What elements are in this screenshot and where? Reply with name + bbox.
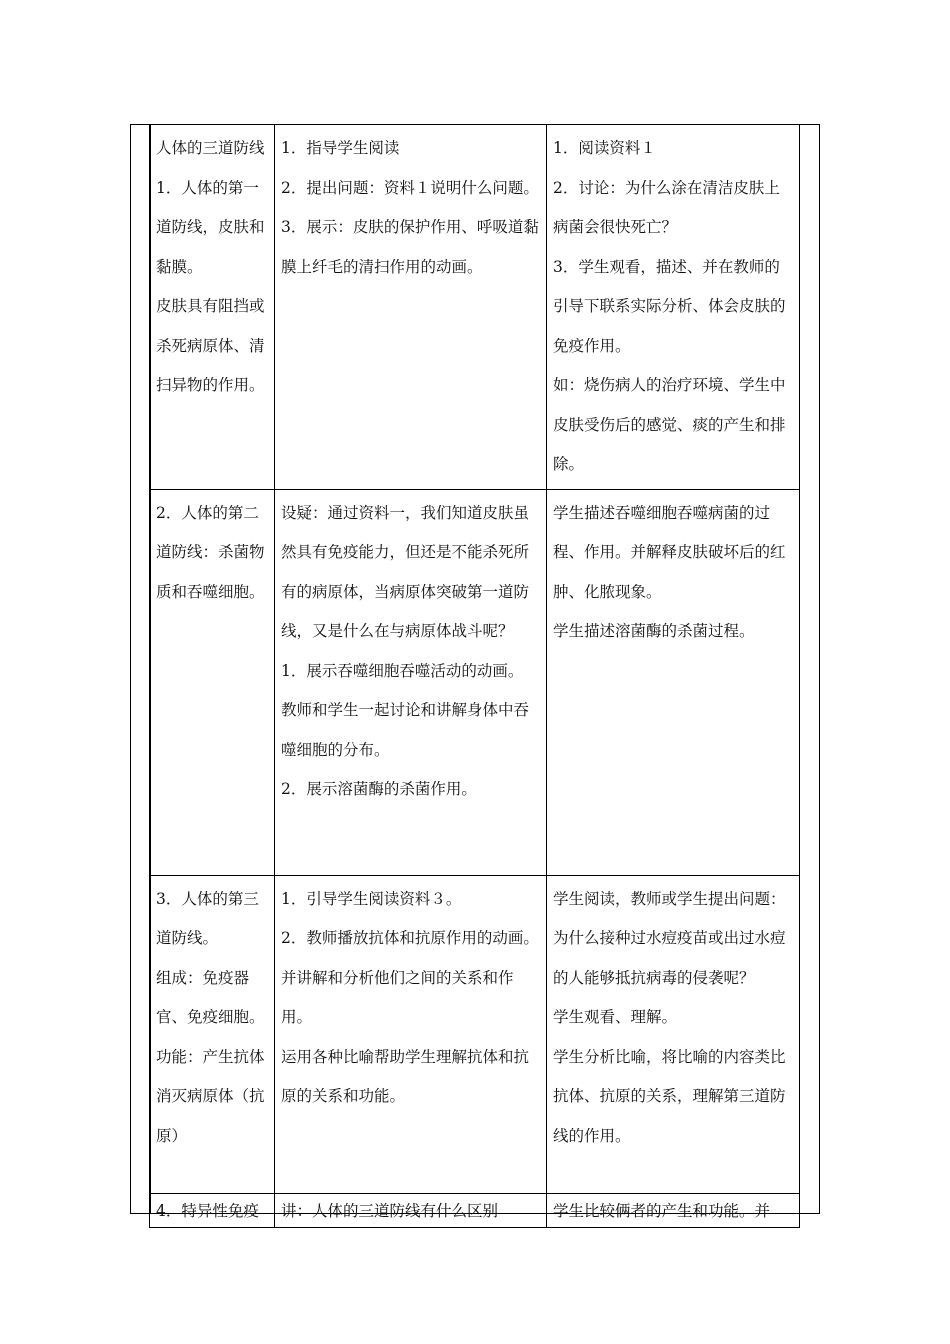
table-row xyxy=(150,489,800,875)
content-text: 功能：产生抗体消灭病原体（抗原） xyxy=(156,1047,265,1145)
activity-text: 3．展示：皮肤的保护作用、呼吸道黏膜上纤毛的清扫作用的动画。 xyxy=(281,218,539,276)
activity-text: 1．展示吞噬细胞吞噬活动的动画。 xyxy=(281,661,524,680)
table-row xyxy=(150,875,800,1193)
table-row xyxy=(150,125,800,490)
student-activity-cell xyxy=(547,1193,800,1227)
activity-text: 教师和学生一起讨论和讲解身体中吞噬细胞的分布。 xyxy=(281,701,530,759)
student-activity-cell xyxy=(547,125,800,490)
content-cell xyxy=(150,875,275,1193)
content-title: 人体的三道防线 xyxy=(156,139,265,157)
activity-text: 学生分析比喻，将比喻的内容类比抗体、抗原的关系，理解第三道防线的作用。 xyxy=(553,1047,786,1145)
content-cell xyxy=(150,1193,275,1227)
activity-text: 3．学生观看，描述、并在教师的引导下联系实际分析、体会皮肤的免疫作用。 xyxy=(553,257,786,355)
activity-text: 学生描述溶菌酶的杀菌过程。 xyxy=(553,622,755,640)
content-text: 2．人体的第二道防线：杀菌物质和吞噬细胞。 xyxy=(156,503,265,601)
activity-text: 2．展示溶菌酶的杀菌作用。 xyxy=(281,780,477,798)
activity-text: 讲：人体的三道防线有什么区别 xyxy=(281,1201,499,1220)
student-activity-cell xyxy=(547,489,800,875)
activity-text: 2．提出问题：资料１说明什么问题。 xyxy=(281,178,539,197)
content-cell xyxy=(150,125,275,490)
lesson-table xyxy=(149,124,800,1228)
activity-text: 学生比较俩者的产生和功能。并 xyxy=(553,1201,771,1220)
teacher-activity-cell xyxy=(275,875,547,1193)
activity-text: 1．指导学生阅读 xyxy=(281,139,400,157)
activity-text: 运用各种比喻帮助学生理解抗体和抗原的关系和功能。 xyxy=(281,1047,530,1105)
content-cell xyxy=(150,489,275,875)
activity-text: 学生阅读，教师或学生提出问题：为什么接种过水痘疫苗或出过水痘的人能够抵抗病毒的侵袭呢？ xyxy=(553,889,786,987)
content-text: 4．特异性免疫 xyxy=(156,1201,259,1220)
teacher-activity-cell xyxy=(275,489,547,875)
activity-text: 2．讨论：为什么涂在清洁皮肤上病菌会很快死亡？ xyxy=(553,178,780,236)
content-text: 组成：免疫器官、免疫细胞。 xyxy=(156,968,265,1026)
activity-text: 如：烧伤病人的治疗环境、学生中皮肤受伤后的感觉、痰的产生和排除。 xyxy=(553,376,786,473)
teacher-activity-cell xyxy=(275,1193,547,1227)
activity-text: 设疑：通过资料一，我们知道皮肤虽然具有免疫能力，但还是不能杀死所有的病原体，当病原体突破第一道防线，又是什么在与病原体战斗呢？ xyxy=(281,503,530,640)
content-text: 3．人体的第三道防线。 xyxy=(156,889,259,947)
content-text: 皮肤具有阻挡或杀死病原体、清扫异物的作用。 xyxy=(156,297,265,394)
activity-text: 学生描述吞噬细胞吞噬病菌的过程、作用。并解释皮肤破坏后的红肿、化脓现象。 xyxy=(553,503,786,601)
table-row xyxy=(150,1193,800,1227)
student-activity-cell xyxy=(547,875,800,1193)
activity-text: 1．阅读资料１ xyxy=(553,139,656,157)
content-text: 1．人体的第一道防线，皮肤和黏膜。 xyxy=(156,178,265,276)
activity-text: 2．教师播放抗体和抗原作用的动画。并讲解和分析他们之间的关系和作用。 xyxy=(281,929,539,1026)
teacher-activity-cell xyxy=(275,125,547,490)
activity-text: 学生观看、理解。 xyxy=(553,1008,678,1026)
activity-text: 1．引导学生阅读资料３。 xyxy=(281,889,462,908)
